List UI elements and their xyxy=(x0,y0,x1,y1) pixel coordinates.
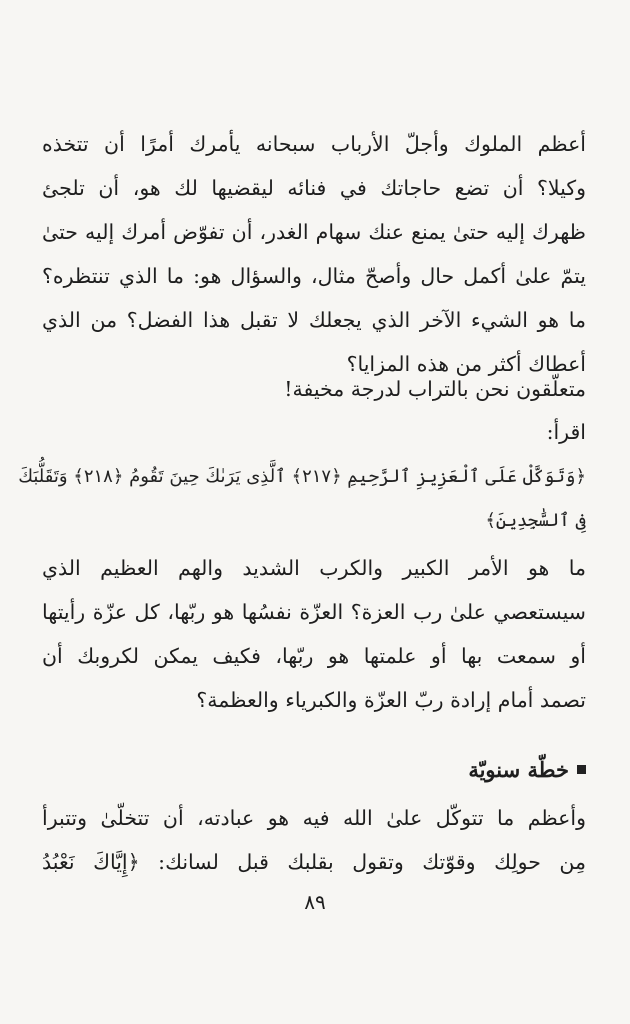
section-heading xyxy=(468,757,586,782)
verse-line: ﴿وَتَوَكَّلْ عَلَى ٱلْعَزِيزِ ٱلرَّحِيمِ ﴿٢١٧﴾ ٱلَّذِى يَرَىٰكَ حِينَ تَقُومُ ﴿٢١٨﴾ وَتَقَلُّبَكَ xyxy=(18,466,586,487)
paragraph-3 xyxy=(42,796,586,884)
paragraph-line: سيستعصي علىٰ رب العزة؟ العزّة نفسُها هو ربّها، كل عزّة رأيتها xyxy=(42,600,586,624)
paragraph-2 xyxy=(42,546,586,722)
statement xyxy=(42,367,586,411)
paragraph-line: تصمد أمام إرادة ربّ العزّة والكبرياء والعظمة؟ xyxy=(196,688,586,712)
paragraph-line: ظهرك إليه حتىٰ يمنع عنك سهام الغدر، أن تفوّض أمرك إليه حتىٰ xyxy=(42,220,586,244)
quran-verse xyxy=(18,455,586,543)
read-label xyxy=(42,410,586,454)
section-heading-text: خطّة سنويّة xyxy=(468,757,569,782)
paragraph-line: وأعظم ما تتوكّل علىٰ الله فيه هو عبادته، أن تتخلّىٰ وتتبرأ xyxy=(42,806,586,830)
paragraph-line: وكيلا؟ أن تضع حاجاتك في فنائه ليقضيها لك هو، أن تلجئ xyxy=(42,176,586,200)
page-number: ٨٩ xyxy=(304,890,326,914)
paragraph-line: أو سمعت بها أو علمتها هو ربّها، فكيف يمكن لكروبك أن xyxy=(42,644,586,668)
paragraph-line: أعطاك أكثر من هذه المزايا؟ xyxy=(346,352,586,376)
paragraph-1 xyxy=(42,122,586,386)
paragraph-line: ما هو الأمر الكبير والكرب الشديد والهم العظيم الذي xyxy=(42,556,586,580)
read-label-text: اقرأ: xyxy=(546,420,586,444)
verse-line: فِى ٱلسَّٰجِدِينَ﴾ xyxy=(485,510,586,531)
paragraph-line: أعظم الملوك وأجلّ الأرباب سبحانه يأمرك أمرًا أن تتخذه xyxy=(42,132,586,156)
paragraph-line: ما هو الشيء الآخر الذي يجعلك لا تقبل هذا الفضل؟ من الذي xyxy=(42,308,586,332)
square-bullet-icon xyxy=(577,765,586,774)
paragraph-line: مِن حولِك وقوّتك وتقول بقلبك قبل لسانك: ﴿إِيَّاكَ نَعْبُدُ xyxy=(42,850,586,874)
paragraph-line: يتمّ علىٰ أكمل حال وأصحّ مثال، والسؤال هو: ما الذي تنتظره؟ xyxy=(42,264,586,288)
statement-text: متعلّقون نحن بالتراب لدرجة مخيفة! xyxy=(284,377,586,401)
